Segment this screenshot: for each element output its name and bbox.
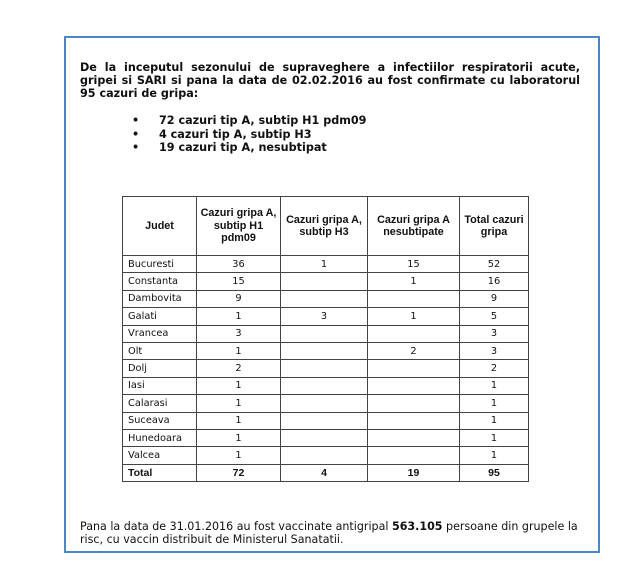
table-row (123, 412, 529, 429)
cell-value: 1 (197, 308, 281, 325)
list-item: • 72 cazuri tip A, subtip H1 pdm09 (132, 114, 367, 127)
cell-value: 1 (368, 273, 460, 290)
cell-judet: Suceava (123, 412, 197, 429)
cell-value: 95 (460, 464, 529, 481)
cell-value (281, 447, 368, 464)
bullet-icon: • (132, 114, 140, 127)
cell-value (281, 360, 368, 377)
cell-value: 1 (460, 412, 529, 429)
cell-value: 1 (460, 377, 529, 394)
cell-value (281, 290, 368, 307)
intro-line-3: 95 cazuri de gripa: (80, 87, 199, 100)
intro-paragraph (80, 61, 580, 100)
cell-value: 1 (460, 429, 529, 446)
cell-value: 9 (197, 290, 281, 307)
header-h1-pdm09: Cazuri gripa A, subtip H1 pdm09 (197, 197, 281, 256)
cell-value: 1 (197, 377, 281, 394)
cell-value: 4 (281, 464, 368, 481)
cell-value: 16 (460, 273, 529, 290)
table-row (123, 273, 529, 290)
cell-value (368, 325, 460, 342)
table-row (123, 342, 529, 359)
cell-value: 1 (281, 256, 368, 273)
intro-line-1: De la inceputul sezonului de supraveghere a infectiilor respiratorii acute, (80, 61, 580, 74)
cell-judet: Galati (123, 308, 197, 325)
header-nesubtipate: Cazuri gripa A nesubtipate (368, 197, 460, 256)
bullet-icon: • (132, 141, 140, 154)
cell-value: 3 (197, 325, 281, 342)
cell-value: 3 (281, 308, 368, 325)
vaccinated-count: 563.105 (391, 520, 443, 533)
cell-value: 1 (460, 447, 529, 464)
cell-value: 3 (460, 342, 529, 359)
cell-value (368, 447, 460, 464)
cell-value: 1 (197, 342, 281, 359)
cell-value: 1 (197, 447, 281, 464)
cell-value: 15 (197, 273, 281, 290)
table-total-row (123, 464, 529, 481)
cell-value (281, 377, 368, 394)
cell-value (281, 273, 368, 290)
header-total: Total cazuri gripa (460, 197, 529, 256)
table-row (123, 256, 529, 273)
cell-value: 36 (197, 256, 281, 273)
cell-value (281, 395, 368, 412)
header-h3: Cazuri gripa A, subtip H3 (281, 197, 368, 256)
vaccination-note (80, 520, 580, 546)
list-item: • 19 cazuri tip A, nesubtipat (132, 141, 327, 154)
table-header-row (123, 197, 529, 256)
cell-value: 52 (460, 256, 529, 273)
cell-judet: Iasi (123, 377, 197, 394)
cell-value (368, 429, 460, 446)
table-row (123, 395, 529, 412)
cell-value: 1 (197, 412, 281, 429)
bullet-icon: • (132, 127, 140, 141)
cell-value: 2 (460, 360, 529, 377)
footer-text-start: Pana la data de 31.01.2016 au fost vaccinate antigripal (80, 520, 392, 533)
table-row (123, 429, 529, 446)
cell-value (281, 342, 368, 359)
cell-judet: Vrancea (123, 325, 197, 342)
table-row (123, 325, 529, 342)
cell-value: 1 (460, 395, 529, 412)
cell-value (368, 290, 460, 307)
cell-value: 1 (368, 308, 460, 325)
cell-value (368, 395, 460, 412)
cell-judet: Valcea (123, 447, 197, 464)
table-row (123, 377, 529, 394)
cell-value: 15 (368, 256, 460, 273)
cell-judet: Bucuresti (123, 256, 197, 273)
table-row (123, 360, 529, 377)
cell-judet: Dolj (123, 360, 197, 377)
cell-value: 2 (368, 342, 460, 359)
cell-value (281, 412, 368, 429)
cell-value: 9 (460, 290, 529, 307)
case-type-list (132, 114, 366, 155)
intro-line-2: gripei si SARI si pana la data de 02.02.2016 au fost confirmate cu laboratorul (80, 74, 580, 87)
list-item: • 4 cazuri tip A, subtip H3 (132, 127, 312, 141)
cell-judet: Calarasi (123, 395, 197, 412)
table-row (123, 447, 529, 464)
table-row (123, 308, 529, 325)
cell-value: 72 (197, 464, 281, 481)
cell-value: 1 (197, 429, 281, 446)
cell-judet: Olt (123, 342, 197, 359)
footer-text-end: persoane din grupele la risc, cu vaccin distribuit de Ministerul Sanatatii. (80, 520, 578, 546)
cell-value (368, 377, 460, 394)
cell-judet: Dambovita (123, 290, 197, 307)
cell-judet: Constanta (123, 273, 197, 290)
cell-judet: Hunedoara (123, 429, 197, 446)
cell-value (368, 412, 460, 429)
cases-by-county-table (122, 196, 529, 482)
cell-value: 1 (197, 395, 281, 412)
cell-value: 3 (460, 325, 529, 342)
cell-value (368, 360, 460, 377)
cell-value (281, 325, 368, 342)
cell-value: 19 (368, 464, 460, 481)
cell-value (281, 429, 368, 446)
table-row (123, 290, 529, 307)
cell-value: 2 (197, 360, 281, 377)
table-body (123, 256, 529, 482)
cell-value: 5 (460, 308, 529, 325)
cell-judet: Total (123, 464, 197, 481)
header-judet: Judet (123, 197, 197, 256)
